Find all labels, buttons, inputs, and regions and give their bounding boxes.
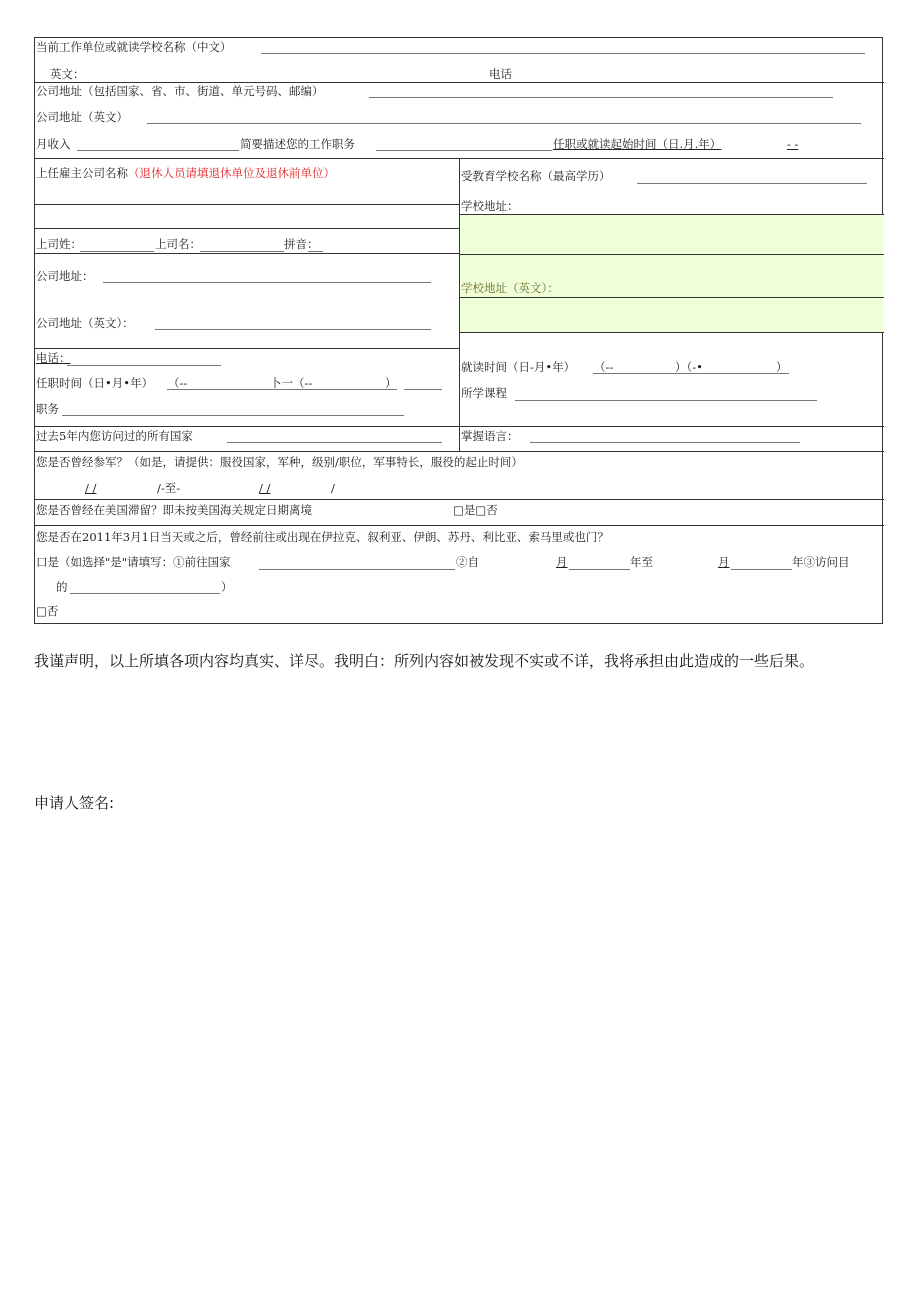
school-address-label: 学校地址： [461,199,519,213]
prev-company-address-en-field[interactable] [155,329,431,330]
school-address-en-input-cell[interactable] [460,298,883,332]
military-question: 您是否曾经参军？（如是，请提供：服役国家，军种，级别/职位，军事特长，服役的起止时间） [36,455,523,469]
school-address-en-label: 学校地址（英文）： [461,281,559,295]
declaration-text: 我谨声明，以上所填各项内容均真实、详尽。我明白：所列内容如被发现不实或不详，我将承担由此造成的一些后果。 [34,652,815,670]
tenure-to[interactable]: 卜一（-- [270,376,313,390]
school-name-field[interactable] [637,183,867,184]
travel-month1-field[interactable] [569,569,630,570]
travel-question: 您是否在2011年3月1日当天或之后，曾经前往或出现在伊拉克、叙利亚、伊朗、苏丹、利比亚、索马里或也门？ [36,530,609,544]
travel-from-label: ②自 [456,555,479,569]
position-label: 职务 [36,402,59,416]
visa-form-table [34,37,883,624]
military-sep: /-至- [157,481,181,495]
travel-month1: 月 [556,555,568,569]
company-address-field[interactable] [369,97,833,98]
travel-yes-option[interactable]: 口是（如选择"是"请填写：①前往国家 [36,555,231,569]
current-school-name-label: 当前工作单位或就读学校名称（中文） [36,40,232,54]
travel-month2: 月 [718,555,730,569]
previous-employer-label [36,166,335,180]
languages-field[interactable] [530,442,800,443]
school-address-cell[interactable] [460,215,883,254]
retiree-note: （退休人员请填退休单位及退休前单位） [128,166,335,180]
languages-label: 掌握语言： [461,429,519,443]
boss-surname-field[interactable] [80,251,154,252]
military-sep-end: / [331,481,335,495]
military-date-from[interactable]: / / [85,481,97,495]
start-time-label: 任职或就读起始时间（日.月.年） [553,137,722,151]
travel-country-field[interactable] [259,569,455,570]
pinyin-label: 拼音： [284,237,319,251]
study-mid[interactable]: ）（-• [675,360,703,374]
study-time-label: 就读时间（日-月•年） [461,360,576,374]
monthly-income-field[interactable] [77,150,239,151]
countries-visited-field[interactable] [227,442,442,443]
school-name-label: 受教育学校名称（最高学历） [461,169,611,183]
tenure-underline[interactable] [167,389,397,390]
tenure-close: ） [385,376,397,390]
phone-label: 电话 [489,67,512,81]
military-date-to[interactable]: / / [259,481,271,495]
current-school-name-field[interactable] [261,53,865,54]
travel-year2: 年③访问目 [792,555,850,569]
duties-field[interactable] [376,150,552,151]
previous-employer-text: 上任雇主公司名称 [36,166,128,180]
travel-year1: 年至 [630,555,653,569]
company-address-label: 公司地址（包括国家、省、市、街道、单元号码、邮编） [36,84,324,98]
overstay-question: 您是否曾经在美国滞留？即未按美国海关规定日期离境 [36,503,312,517]
company-address-en-field[interactable] [147,123,861,124]
signature-label: 申请人签名: [34,794,115,812]
courses-label: 所学课程 [461,386,507,400]
monthly-income-label: 月收入 [36,137,71,151]
courses-field[interactable] [515,400,817,401]
study-from[interactable]: （-- [594,360,614,374]
prev-company-address-label: 公司地址： [36,269,94,283]
prev-phone-field[interactable] [67,365,221,366]
travel-month2-field[interactable] [731,569,792,570]
boss-name-label: 上司名： [155,237,201,251]
position-field[interactable] [62,415,404,416]
study-time-underline[interactable] [593,373,789,374]
travel-purpose-field[interactable] [70,593,220,594]
study-close: ） [776,360,788,374]
tenure-extra-underline[interactable] [404,389,442,390]
duties-label: 简要描述您的工作职务 [240,137,355,151]
tenure-from[interactable]: （-- [168,376,188,390]
start-time-field[interactable]: - - [787,137,799,151]
countries-visited-label: 过去5年内您访问过的所有国家 [36,429,193,443]
prev-phone-label: 电话： [36,351,71,365]
company-address-en-label: 公司地址（英文） [36,110,128,124]
prev-company-address-field[interactable] [103,282,431,283]
prev-company-address-en-label: 公司地址（英文）： [36,316,134,330]
tenure-label: 任职时间（日•月•年） [36,376,154,390]
english-label: 英文： [50,67,85,81]
pinyin-field[interactable] [308,251,323,252]
boss-surname-label: 上司姓： [36,237,82,251]
travel-purpose-close: ） [221,580,233,594]
boss-name-field[interactable] [200,251,284,252]
travel-purpose-label: 的 [56,580,68,594]
travel-no-option[interactable]: □否 [36,604,59,618]
overstay-options[interactable]: □是□否 [453,503,498,517]
